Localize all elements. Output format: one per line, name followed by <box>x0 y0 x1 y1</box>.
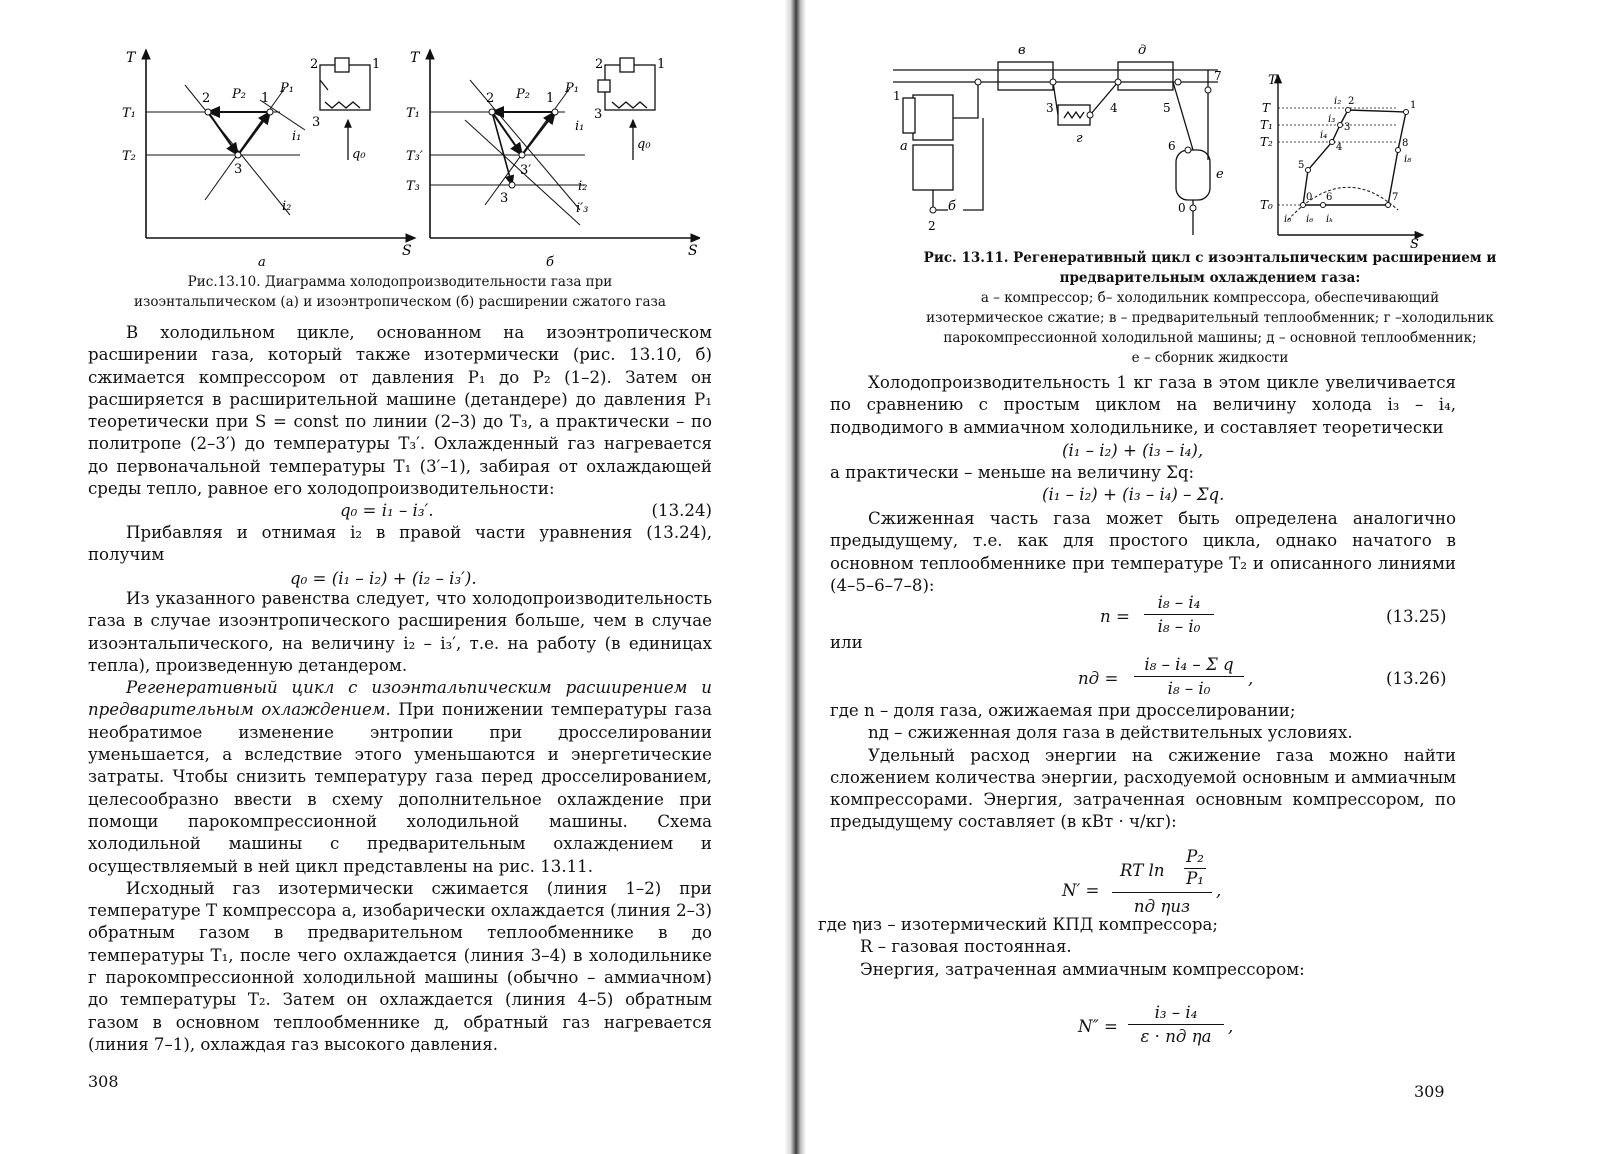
scheme-1-label: 1 <box>893 89 901 103</box>
i2-label: i₂ <box>578 179 588 194</box>
p2-label: P₂ <box>516 87 530 102</box>
equation-q0: q₀ = (i₁ – i₂) + (i₂ – i₃′). <box>290 569 477 588</box>
scheme-4-label: 4 <box>1110 101 1118 115</box>
page-number: 309 <box>1414 1082 1445 1101</box>
word-or: или <box>830 633 863 652</box>
scheme-b-3-label: 3 <box>594 107 603 122</box>
definition-r: R – газовая постоянная. <box>860 937 1072 957</box>
equation-numerator <box>1112 846 1212 893</box>
scheme-a-label: а <box>900 139 908 154</box>
right-page <box>800 0 1601 1154</box>
t1-label: T₁ <box>122 106 136 121</box>
equation-denominator: ε · nд ηа <box>1140 1027 1212 1046</box>
i3p-label: i′₃ <box>576 201 589 216</box>
point-5-label: 5 <box>1298 160 1305 171</box>
point-7-label: 7 <box>1392 192 1399 203</box>
point-2-label: 2 <box>202 91 211 106</box>
i0-label: i₀ <box>1284 214 1292 225</box>
right-body-1 <box>830 372 1456 439</box>
left-body-2 <box>88 522 712 567</box>
page-number: 308 <box>88 1072 119 1091</box>
definition-eta: где ηиз – изотермический КПД компрессора; <box>818 915 1218 934</box>
scheme-a-3-label: 3 <box>312 115 321 130</box>
caption-title: Рис. 13.11. Регенеративный цикл с изоэнтальпическим расширением и <box>923 250 1497 266</box>
i1-label: i₁ <box>575 119 585 134</box>
scheme-v-label: в <box>1018 43 1026 58</box>
scheme-b-label: б <box>948 199 956 214</box>
equation-theoretical: (i₁ – i₂) + (i₃ – i₄), <box>1062 441 1204 460</box>
figure-13-11-scheme <box>888 40 1238 240</box>
equation-lhs: n = <box>1100 607 1130 626</box>
equation-lhs: N′ = <box>1062 881 1100 900</box>
point-6-label: 6 <box>1326 192 1333 203</box>
left-body <box>88 322 712 500</box>
equation-tail: , <box>1248 669 1254 688</box>
equation-denominator: nд ηиз <box>1133 897 1191 916</box>
caption-legend: изотермическое сжатие; в – предварительный теплообменник; г –холодильник <box>926 310 1494 326</box>
figure-13-10 <box>110 40 700 268</box>
point-2-label: 2 <box>486 91 495 106</box>
caption-title: предварительным охлаждением газа: <box>1059 270 1361 286</box>
equation-p1: P₁ <box>1186 869 1204 888</box>
p1-label: P₁ <box>280 81 294 96</box>
right-body-5 <box>818 914 1458 981</box>
scheme-6-label: 6 <box>1168 139 1176 153</box>
point-0-label: 0 <box>1306 192 1313 203</box>
scheme-0-label: 0 <box>1178 201 1186 215</box>
scheme-b-1-label: 1 <box>657 57 666 72</box>
definition-nd: nд – сжиженная доля газа в действительных условиях. <box>868 723 1353 743</box>
point-3-label: 3 <box>234 162 243 177</box>
right-body-3 <box>830 508 1456 597</box>
left-page <box>0 0 790 1154</box>
equation-number: (13.25) <box>1386 607 1447 626</box>
point-2-label: 2 <box>1348 96 1355 107</box>
scheme-2-label: 2 <box>928 219 936 233</box>
scheme-e-label: е <box>1216 167 1224 182</box>
p1-label: P₁ <box>565 81 579 96</box>
equation-body: q₀ = i₁ – i₃′. <box>340 501 434 520</box>
right-body-2 <box>830 462 1456 484</box>
equation-practical: (i₁ – i₂) + (i₃ – i₄) – Σq. <box>1042 485 1225 504</box>
i8-label: i₈ <box>1404 154 1412 165</box>
scheme-a-2-label: 2 <box>310 57 319 72</box>
point-1-label: 1 <box>546 91 555 106</box>
equation-numerator: i₈ – i₄ <box>1144 592 1214 615</box>
equation-denominator: i₈ – i₀ <box>1157 617 1201 636</box>
i4-label: i₄ <box>1320 130 1328 141</box>
section-heading: Регенеративный цикл с изоэнтальпическим расширением и предварительным охлаждением. <box>88 678 712 720</box>
scheme-b-2-label: 2 <box>595 57 604 72</box>
q0-label: q₀ <box>352 147 366 162</box>
t2-label: T₂ <box>122 149 136 164</box>
point-3-label: 3 <box>500 191 509 206</box>
i3-label: i₃ <box>1328 114 1336 125</box>
ik-label: iₖ <box>1326 214 1333 225</box>
panel-a-sublabel: а <box>258 255 266 268</box>
paragraph: В холодильном цикле, основанном на изоэнтропическом расширении газа, который также изотермически (рис. 13.10, б) сжимается компрессором от давления P₁ до P₂ (1–2). Затем он расширяется в расширительной машине (детандере) до давления P₁ теоретически при S = const по линии (2–3) до T₃, а практически – по политропе (2–3′) до температуры T₃′. Охлажденный газ нагревается до первоначальной температуры T₁ (3′–1), забирая от охлаждающей среды тепло, равное его холодопроизводительности: <box>88 323 712 499</box>
p2-label: P₂ <box>232 87 246 102</box>
scheme-g-label: г <box>1076 131 1083 146</box>
point-1-label: 1 <box>1410 100 1417 111</box>
equation-lhs: nд = <box>1078 669 1119 688</box>
point-3-label: 3 <box>1344 122 1351 133</box>
i2-label: i₂ <box>1334 96 1342 107</box>
equation-number: (13.26) <box>1386 669 1447 688</box>
paragraph: а практически – меньше на величину Σq: <box>830 463 1195 482</box>
equation-denominator: i₈ – i₀ <box>1167 679 1211 698</box>
t3-label: T₃ <box>406 179 420 194</box>
equation-numerator: i₃ – i₄ <box>1128 1002 1224 1025</box>
definition-n: где n – доля газа, ожижаемая при дросселировании; <box>830 701 1296 720</box>
scheme-d-label: д <box>1138 43 1147 58</box>
caption-line: Рис.13.10. Диаграмма холодопроизводительности газа при <box>187 274 613 290</box>
figure-13-10-caption <box>90 272 710 312</box>
axis-s-label: S <box>1410 237 1419 250</box>
caption-legend: а – компрессор; б– холодильник компрессора, обеспечивающий <box>980 290 1440 306</box>
figure-13-10-panel-b <box>406 50 700 268</box>
axis-s-label: S <box>402 243 412 259</box>
point-8-label: 8 <box>1402 138 1409 149</box>
panel-b-sublabel: б <box>546 255 554 268</box>
axis-s-label: S <box>688 243 698 259</box>
left-body-3 <box>88 588 712 1056</box>
caption-legend: парокомпрессионной холодильной машины; д – основной теплообменник; <box>943 330 1477 346</box>
figure-13-11-ts-diagram <box>1248 70 1428 250</box>
paragraph: Прибавляя и отнимая i₂ в правой части уравнения (13.24), получим <box>88 523 712 565</box>
paragraph-text: При понижении температуры газа необратимое изменение энтропии при дросселировании уменьшается, а вследствие этого уменьшаются и энергетические затраты. Чтобы снизить температуру газа перед дросселированием, целесообразно ввести в схему дополнительное охлаждение при помощи парокомпрессионной холодильной машины. Схема холодильной машины с предварительным охлаждением и осуществляемый в ней цикл представлены на рис. 13.11. <box>88 700 712 876</box>
equation-numerator: i₈ – i₄ – Σ q <box>1134 654 1244 677</box>
i2-label: i₂ <box>282 199 292 214</box>
figure-13-10-panel-a <box>122 50 415 268</box>
paragraph: Из указанного равенства следует, что холодопроизводительность газа в случае изоэнтропического расширения больше, чем в случае изоэнтальпического, на величину i₂ – i₃′, т.е. на работу (в единицах тепла), произведенную детандером. <box>88 589 712 675</box>
right-body-4 <box>830 700 1456 834</box>
equation-tail: , <box>1228 1017 1234 1036</box>
t0-label: T₀ <box>1260 198 1273 212</box>
figure-13-11-caption <box>860 248 1560 368</box>
q0-label: q₀ <box>637 137 651 152</box>
t1-label: T₁ <box>406 106 420 121</box>
equation-lhs: N″ = <box>1078 1017 1118 1036</box>
i1-label: i₁ <box>292 129 302 144</box>
point-3p-label: 3′ <box>520 163 532 178</box>
t2-label: T₂ <box>1260 135 1273 149</box>
caption-legend: е – сборник жидкости <box>1131 350 1289 366</box>
axis-t-label: T <box>410 50 420 66</box>
paragraph <box>88 677 712 878</box>
t3p-label: T₃′ <box>406 149 423 164</box>
paragraph: Исходный газ изотермически сжимается (линия 1–2) при температуре T компрессора а, изобарически охлаждается (линия 2–3) обратным газом в предварительном теплообменнике в до температуры T₁, после чего охлаждается (линия 3–4) в холодильнике г парокомпрессионной холодильной машины (обычно – аммиачном) до температуры T₂. Затем он охлаждается (линия 4–5) обратным газом в основном теплообменнике д, обратный газ нагревается (линия 7–1), охлаждая газ высокого давления. <box>88 878 712 1054</box>
axis-t-label: T <box>126 50 136 66</box>
t1-label: T₁ <box>1260 118 1273 132</box>
scheme-5-label: 5 <box>1163 101 1171 115</box>
equation-p2: P₂ <box>1184 846 1206 869</box>
scheme-7-label: 7 <box>1214 69 1222 83</box>
t-main-label: T <box>1262 101 1271 115</box>
equation-number: (13.24) <box>651 501 712 520</box>
equation-tail: , <box>1216 881 1222 900</box>
paragraph: Энергия, затраченная аммиачным компрессором: <box>860 959 1305 979</box>
i6-label: i₆ <box>1306 214 1314 225</box>
axis-t-label: T <box>1268 73 1277 88</box>
paragraph: Холодопроизводительность 1 кг газа в этом цикле увеличивается по сравнению с простым циклом на величину холода i₃ – i₄, подводимого в аммиачном холодильнике, и составляет теоретически <box>830 373 1456 437</box>
point-4-label: 4 <box>1336 142 1343 153</box>
scheme-3-label: 3 <box>1046 101 1054 115</box>
caption-line: изоэнтальпическом (а) и изоэнтропическом (б) расширении сжатого газа <box>134 294 666 310</box>
paragraph: Сжиженная часть газа может быть определена аналогично предыдущему, т.е. как для простого цикла, однако начатого в основном теплообменнике при температуре T₂ и описанного линиями (4–5–6–7–8): <box>830 509 1456 595</box>
point-1-label: 1 <box>261 91 270 106</box>
equation-rt-ln: RT ln <box>1120 861 1165 880</box>
scheme-a-1-label: 1 <box>372 57 381 72</box>
paragraph: Удельный расход энергии на сжижение газа можно найти сложением количества энергии, расходуемой основным и аммиачным компрессорами. Энергия, затраченная основным компрессором, по предыдущему составляет (в кВт · ч/кг): <box>830 745 1456 832</box>
